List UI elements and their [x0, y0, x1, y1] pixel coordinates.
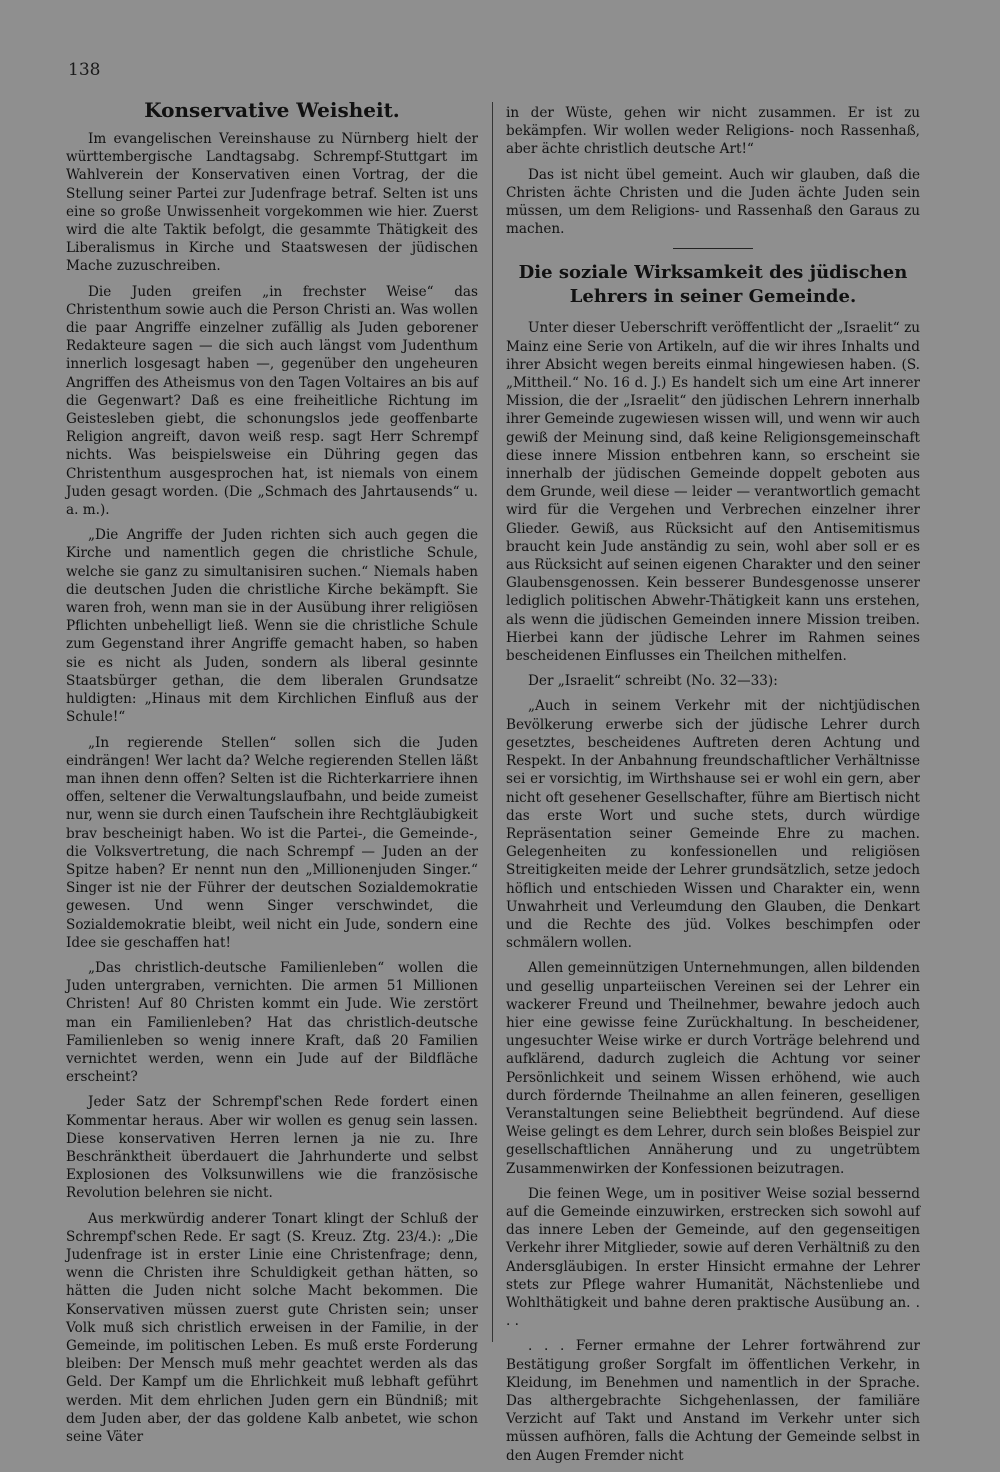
- left-column: [66, 98, 478, 1453]
- column-divider: [492, 102, 493, 1342]
- article-paragraph: Im evangelischen Vereinshause zu Nürnberg hielt der württembergische Landtagsabg. Schrempf-Stuttgart im Wahlverein der Konservativen einen Vortrag, der die Stellung seiner Partei zur Judenfrage betraf. Selten ist uns eine so große Unwissenheit vorgekommen wie hier. Zuerst wird die alte Taktik befolgt, die gesammte Thätigkeit des Liberalismus in Kirche und Staatswesen der jüdischen Mache zuzuschreiben.: [66, 131, 478, 275]
- article-paragraph: „Die Angriffe der Juden richten sich auch gegen die Kirche und namentlich gegen die christliche Schule, welche sie ganz zu simultanisiren suchen.“ Niemals haben die deutschen Juden die christliche Kirche bekämpft. Sie waren froh, wenn man sie in der Ausübung ihrer religiösen Pflichten unbehelligt ließ. Wenn sie die christliche Schule zum Gegenstand ihrer Angriffe gemacht haben, so haben sie es nicht als Juden, sondern als liberal gesinnte Staatsbürger gethan, die dem liberalen Grundsatze huldigten: „Hinaus mit dem Kirchlichen Einfluß aus der Schule!“: [66, 527, 478, 726]
- article-paragraph: Die feinen Wege, um in positiver Weise sozial bessernd auf die Gemeinde einzuwirken, erstrecken sich sowohl auf das innere Leben der Gemeinde, auf den gegenseitigen Verkehr ihrer Mitglieder, sowie auf deren Verhältniß zu den Andersgläubigen. In erster Hinsicht ermahne der Lehrer stets zur Pflege wahrer Humanität, Nächstenliebe und Wohlthätigkeit und bahne deren praktische Ausübung an. . . .: [506, 1185, 920, 1330]
- article-paragraph: Aus merkwürdig anderer Tonart klingt der Schluß der Schrempf'schen Rede. Er sagt (S. Kreuz. Ztg. 23/4.): „Die Judenfrage ist in erster Linie eine Christenfrage; denn, wenn die Christen ihre Schuldigkeit gethan hätten, so hätten die Juden nicht solche Macht bekommen. Die Konservativen müssen zuerst gute Christen sein; unser Volk muß sich christlich erweisen in der Familie, in der Gemeinde, im politischen Leben. Es muß erste Forderung bleiben: Der Mensch muß mehr geachtet werden als das Geld. Der Kampf um die Ehrlichkeit muß lebhaft geführt werden. Mit dem ehrlichen Juden gern ein Bündniß; mit dem Juden aber, der das goldene Kalb anbetet, wie schon seine Väter: [66, 1210, 478, 1446]
- page-number: 138: [68, 60, 101, 80]
- article-paragraph: Jeder Satz der Schrempf'schen Rede fordert einen Kommentar heraus. Aber wir wollen es genug sein lassen. Diese konservativen Herren lernen ja nie zu. Ihre Beschränktheit überdauert die Jahrhunderte und selbst Explosionen des Volksunwillens wie die französische Revolution belehren sie nicht.: [66, 1094, 478, 1202]
- article-paragraph: Unter dieser Ueberschrift veröffentlicht der „Israelit“ zu Mainz eine Serie von Artikeln, auf die wir ihres Inhalts und ihrer Absicht wegen bereits einmal hingewiesen haben. (S. „Mittheil.“ No. 16 d. J.) Es handelt sich um eine Art innerer Mission, die der „Israelit“ den jüdischen Lehrern innerhalb ihrer Gemeinde zugewiesen wissen will, und wenn wir auch gewiß der Meinung sind, daß keine Religionsgemeinschaft diese innere Mission entbehren kann, so erscheint sie innerhalb der jüdischen Gemeinde doppelt geboten aus dem Grunde, weil diese — leider — verantwortlich gemacht wird für die Vergehen und Verbrechen einzelner ihrer Glieder. Gewiß, aus Rücksicht auf den Antisemitismus braucht kein Jude anständig zu sein, wohl aber soll er es aus Rücksicht auf seinen eigenen Charakter und den seiner Glaubensgenossen. Kein besserer Bundesgenosse unserer lediglich politischen Abwehr-Thätigkeit kann uns erstehen, als wenn die jüdischen Gemeinden innere Mission treiben. Hierbei kann der jüdische Lehrer im Rahmen seines bescheidenen Einflusses ein Theilchen mithelfen.: [506, 320, 920, 665]
- article-paragraph: Allen gemeinnützigen Unternehmungen, allen bildenden und gesellig unparteiischen Vereinen sei der Lehrer ein wackerer Freund und Theilnehmer, bewahre jedoch auch hier eine gewisse feine Zurückhaltung. In bescheidener, ungesuchter Weise wirke er durch Vorträge belehrend und aufklärend, dadurch zugleich die Achtung vor seiner Persönlichkeit und seinem Wissen erhöhend, wie auch durch fördernde Theilnahme an allen feineren, geselligen Veranstaltungen seine Beliebtheit begründend. Auf diese Weise gelingt es dem Lehrer, durch sein bloßes Beispiel zur gesellschaftlichen Annäherung und zu ungetrübtem Zusammenwirken der Konfessionen beizutragen.: [506, 960, 920, 1177]
- article-paragraph: „In regierende Stellen“ sollen sich die Juden eindrängen! Wer lacht da? Welche regierenden Stellen läßt man ihnen denn offen? Selten ist die Richterkarriere ihnen offen, seltener die Verwaltungslaufbahn, und beide zumeist nur, wenn sie durch einen Taufschein ihre Rechtgläubigkeit brav bescheinigt haben. Wo ist die Partei-, die Gemeinde-, die Volksvertretung, die nach Schrempf — Juden an der Spitze haben? Er nennt nun den „Millionenjuden Singer.“ Singer ist nie der Führer der deutschen Sozialdemokratie gewesen. Und wenn Singer verschwindet, die Sozialdemokratie bleibt, weil nicht ein Jude, sondern eine Idee sie geschaffen hat!: [66, 734, 478, 951]
- article-title-soziale-wirksamkeit: Die soziale Wirksamkeit des jüdischen Lehrers in seiner Gemeinde.: [518, 262, 908, 308]
- article-title-konservative-weisheit: Konservative Weisheit.: [144, 98, 400, 122]
- article-separator: [673, 248, 753, 249]
- article-paragraph: „Das christlich-deutsche Familienleben“ wollen die Juden untergraben, vernichten. Die armen 51 Millionen Christen! Auf 80 Christen kommt ein Jude. Wie zerstört man ein Familienleben? Hat das christlich-deutsche Familienleben so wenig innere Kraft, daß 20 Familien vernichtet werden, wenn ein Jude auf der Bildfläche erscheint?: [66, 959, 478, 1086]
- right-column: [506, 104, 920, 1472]
- article-paragraph: . . . Ferner ermahne der Lehrer fortwährend zur Bestätigung großer Sorgfalt im öffentlichen Verkehr, in Kleidung, im Benehmen und namentlich in der Sprache. Das althergebrachte Sichgehenlassen, der familiäre Verzicht auf Takt und Anstand im Verkehr unter sich müssen aufhören, falls die Achtung der Gemeinde selbst in den Augen Fremder nicht: [506, 1338, 920, 1464]
- article-paragraph: Das ist nicht übel gemeint. Auch wir glauben, daß die Christen ächte Christen und die Juden ächte Juden sein müssen, um dem Religions- und Rassenhaß den Garaus zu machen.: [506, 166, 920, 238]
- article-paragraph: „Auch in seinem Verkehr mit der nichtjüdischen Bevölkerung erwerbe sich der jüdische Lehrer durch gesetztes, bescheidenes Auftreten deren Achtung und Respekt. In der Anbahnung freundschaftlicher Verhältnisse sei er vorsichtig, im Wirthshause sei er wohl ein gern, aber nicht oft gesehener Gesellschafter, führe am Biertisch nicht das erste Wort und suche stets, durch würdige Repräsentation seiner Gemeinde Ehre zu machen. Gelegenheiten zu konfessionellen und religiösen Streitigkeiten meide der Lehrer grundsätzlich, setze jedoch höflich und entschieden Wissen und Charakter ein, wenn Unwahrheit und Verleumdung den Glauben, die Denkart und die Rechte des jüd. Volkes beschimpfen oder schmälern wollen.: [506, 698, 920, 952]
- continued-paragraph: in der Wüste, gehen wir nicht zusammen. Er ist zu bekämpfen. Wir wollen weder Religions- noch Rassenhaß, aber ächte christlich deutsche Art!“: [506, 105, 920, 158]
- article-paragraph: Der „Israelit“ schreibt (No. 32—33):: [528, 673, 778, 690]
- article-paragraph: Die Juden greifen „in frechster Weise“ das Christenthum sowie auch die Person Christi an. Was wollen die paar Angriffe einzelner zufällig als Juden geborener Redakteure sagen — die sich auch längst vom Judenthum innerlich losgesagt haben —, gegenüber den ungeheuren Angriffen des Atheismus von den Tagen Voltaires an bis auf die Gegenwart? Daß es eine freiheitliche Richtung im Geistesleben giebt, die schonungslos jede geoffenbarte Religion angreift, davon weiß resp. sagt Herr Schrempf nichts. Was beispielsweise ein Dühring gegen das Christenthum ausgesprochen hat, ist niemals von einem Juden gesagt worden. (Die „Schmach des Jahrtausends“ u. a. m.).: [66, 283, 478, 519]
